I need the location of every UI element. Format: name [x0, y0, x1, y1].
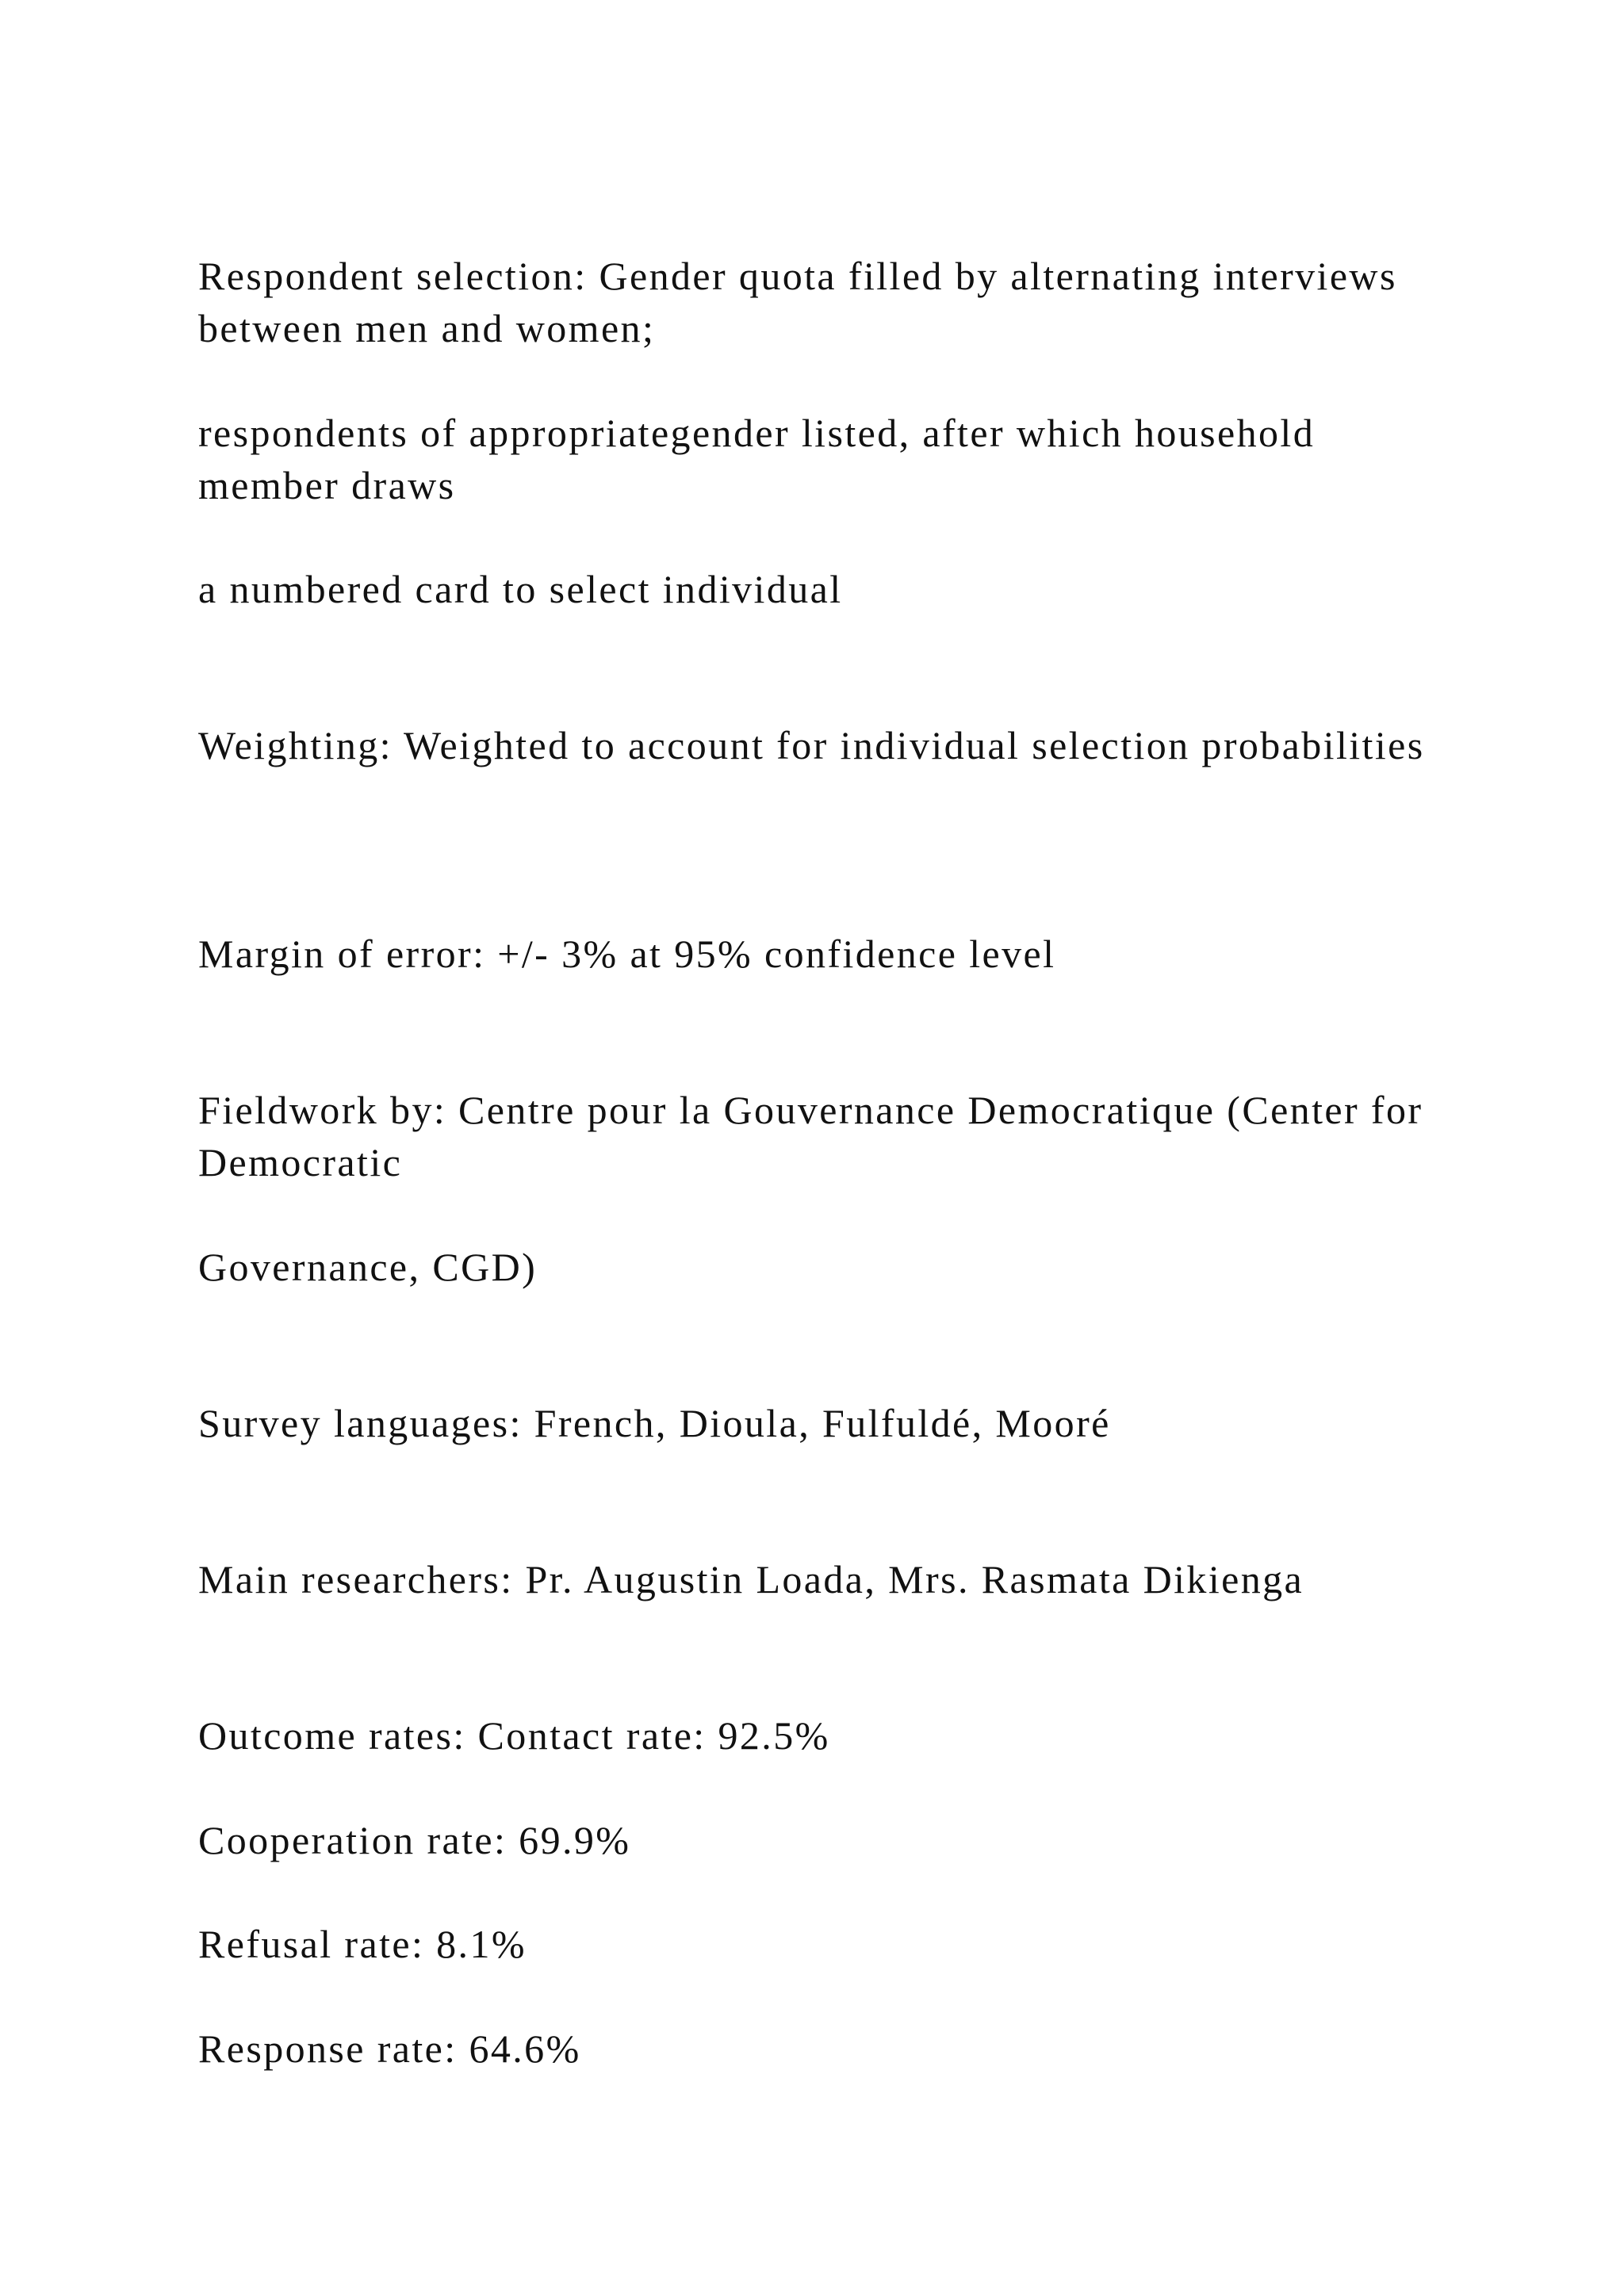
refusal-rate-paragraph: Refusal rate: 8.1% [198, 1922, 527, 1966]
respondent-selection-paragraph: Respondent selection: Gender quota filled by alternating interviews between men and women; [198, 254, 1397, 350]
outcome-rates-paragraph: Outcome rates: Contact rate: 92.5% [198, 1713, 830, 1758]
respondent-selection-continued-paragraph: respondents of appropriategender listed, after which household member draws [198, 411, 1316, 507]
response-rate-paragraph: Response rate: 64.6% [198, 2026, 581, 2071]
weighting-paragraph: Weighting: Weighted to account for individual selection probabilities [198, 723, 1425, 767]
numbered-card-paragraph: a numbered card to select individual [198, 567, 843, 611]
fieldwork-paragraph: Fieldwork by: Centre pour la Gouvernance Democratique (Center for Democratic [198, 1088, 1423, 1184]
survey-languages-paragraph: Survey languages: French, Dioula, Fulfuldé, Mooré [198, 1401, 1111, 1445]
margin-of-error-paragraph: Margin of error: +/- 3% at 95% confidence level [198, 932, 1056, 976]
fieldwork-continued-paragraph: Governance, CGD) [198, 1245, 538, 1289]
cooperation-rate-paragraph: Cooperation rate: 69.9% [198, 1818, 631, 1862]
main-researchers-paragraph: Main researchers: Pr. Augustin Loada, Mrs. Rasmata Dikienga [198, 1557, 1304, 1601]
